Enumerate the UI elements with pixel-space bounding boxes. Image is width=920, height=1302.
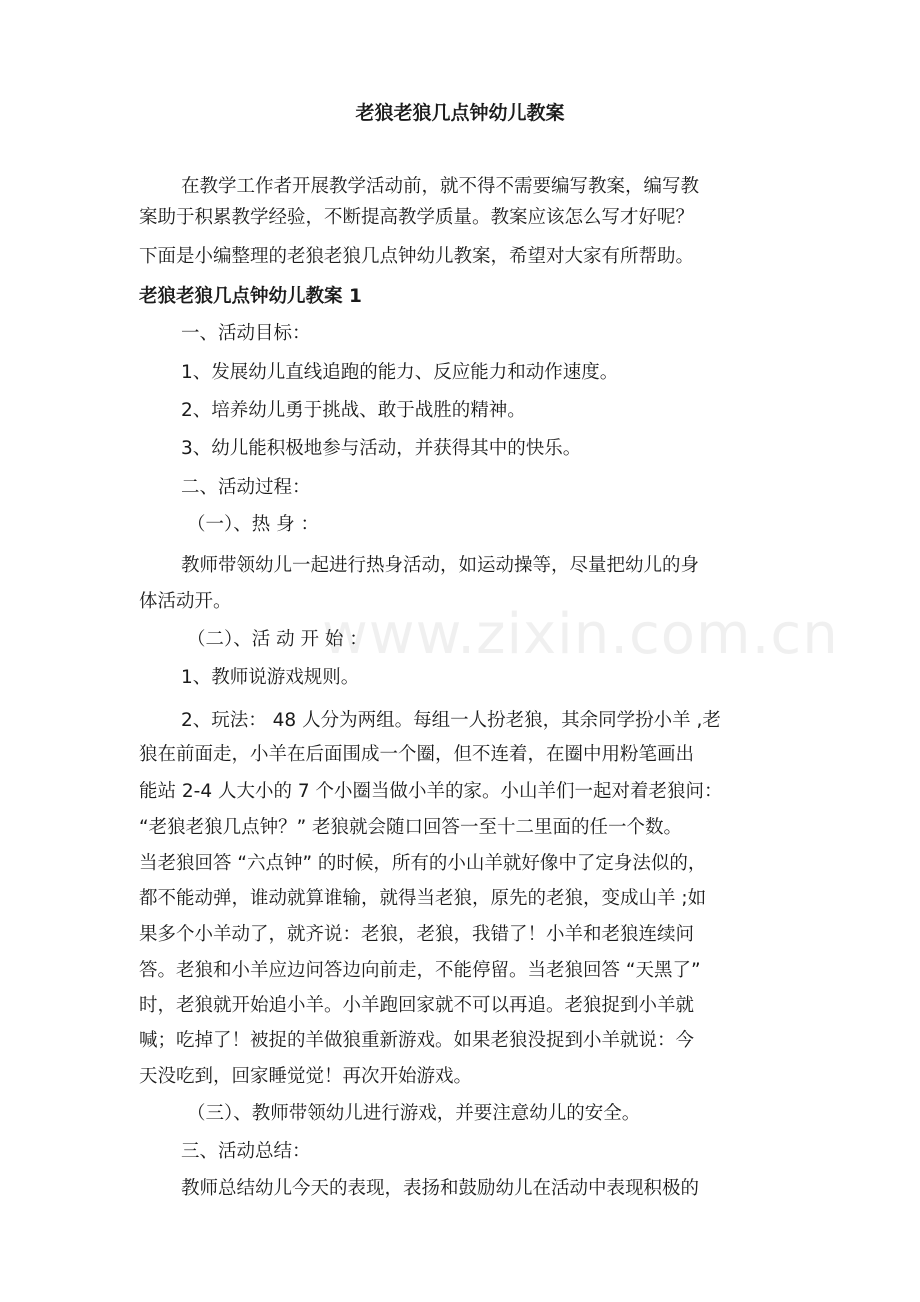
rule-line-2: 狼在前面走，小羊在后面围成一个圈，但不连着，在圈中用粉笔画出 [139,744,695,765]
rule-line-9: 时，老狼就开始追小羊。小羊跑回家就不可以再追。老狼捉到小羊就 [139,995,695,1016]
game-safety-line: （三）、教师带领幼儿进行游戏，并要注意幼儿的安全。 [187,1103,641,1124]
goal-item-2: 2、培养幼儿勇于挑战、敢于战胜的精神。 [181,400,526,421]
activity-process-heading: 二、活动过程： [181,477,311,498]
summary-heading: 三、活动总结： [181,1141,311,1162]
section-heading: 老狼老狼几点钟幼儿教案 1 [139,286,362,307]
warmup-heading: （一）、热 身 ： [187,514,320,535]
goal-item-3: 3、幼儿能积极地参与活动，并获得其中的快乐。 [181,438,582,459]
warmup-line-1: 教师带领幼儿一起进行热身活动，如运动操等，尽量把幼儿的身 [181,555,700,576]
rule-item-1: 1、教师说游戏规则。 [181,667,360,688]
activity-goals-heading: 一、活动目标： [181,323,311,344]
summary-line-1: 教师总结幼儿今天的表现，表扬和鼓励幼儿在活动中表现积极的 [181,1178,700,1199]
intro-line-2: 案助于积累教学经验，不断提高教学质量。教案应该怎么写才好呢？ [139,207,695,228]
watermark: www.zixin.com.cn [322,602,839,667]
intro-line-1: 在教学工作者开展教学活动前，就不得不需要编写教案，编写教 [181,176,700,197]
rule-line-8: 答。老狼和小羊应边问答边向前走，不能停留。当老狼回答 “天黑了” [139,960,701,981]
rule-line-1: 2、玩法： 48 人分为两组。每组一人扮老狼，其余同学扮小羊 ,老 [181,710,721,731]
rule-line-7: 果多个小羊动了，就齐说：老狼，老狼，我错了！小羊和老狼连续问 [139,924,695,945]
activity-start-heading: （二）、活 动 开 始 ： [187,629,368,650]
rule-line-5: 当老狼回答 “六点钟” 的时候，所有的小山羊就好像中了定身法似的， [139,853,707,874]
rule-line-11: 天没吃到，回家睡觉觉！再次开始游戏。 [139,1066,473,1087]
rule-line-10: 喊；吃掉了！被捉的羊做狼重新游戏。如果老狼没捉到小羊就说：今 [139,1030,695,1051]
warmup-line-2: 体活动开。 [139,591,232,612]
rule-line-6: 都不能动弹，谁动就算谁输，就得当老狼，原先的老狼，变成山羊 ;如 [139,888,707,909]
rule-line-3: 能站 2-4 人大小的 7 个小圈当做小羊的家。小山羊们一起对着老狼问： [139,781,723,802]
intro-line-3: 下面是小编整理的老狼老狼几点钟幼儿教案，希望对大家有所帮助。 [139,246,695,267]
document-title: 老狼老狼几点钟幼儿教案 [355,102,565,124]
goal-item-1: 1、发展幼儿直线追跑的能力、反应能力和动作速度。 [181,362,619,383]
rule-line-4: “老狼老狼几点钟？” 老狼就会随口回答一至十二里面的任一个数。 [139,817,683,838]
